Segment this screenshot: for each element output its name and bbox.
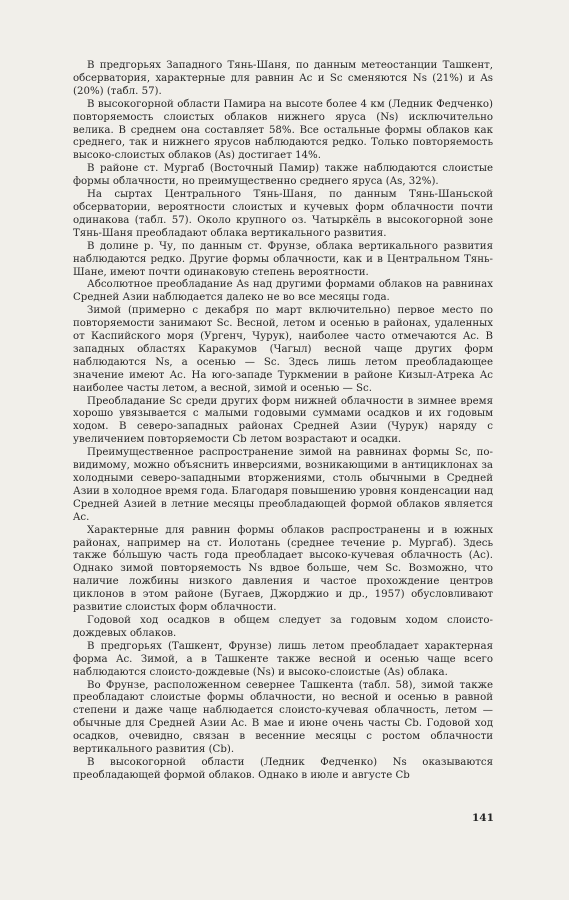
paragraph: На сыртах Центрального Тянь-Шаня, по данным Тянь-Шаньской обсерватории, вероятности слоистых и кучевых форм облачности почти одинакова (табл. 57). Около крупного оз. Чатыркёль в высокогорной зоне Тянь-Шаня преобладают облака вертикального развития. [73, 189, 493, 239]
paragraph: Зимой (примерно с декабря по март включительно) первое место по повторяемости занимают Sc. Весной, летом и осенью в районах, удаленных от Каспийского моря (Ургенч, Чурук), наиболее часто отмечаются Ac. В западных областях Каракумов (Чагыл) весной чаще других форм наблюдаются Ns, а осенью — Sc. Здесь лишь летом преобладающее значение имеют Ac. На юго-западе Туркмении в районе Кизыл-Атрека Ac наиболее часты летом, а весной, зимой и осенью — Sc. [73, 305, 493, 394]
paragraph: Преобладание Sc среди других форм нижней облачности в зимнее время хорошо увязывается с малыми годовыми суммами осадков и их годовым ходом. В северо-западных районах Средней Азии (Чурук) наряду с увеличением повторяемости Cb летом возрастают и осадки. [73, 395, 493, 446]
page-number: 141 [472, 812, 494, 824]
paragraph: В высокогорной области Памира на высоте более 4 км (Ледник Федченко) повторяемость слоистых облаков нижнего яруса (Ns) исключительно велика. В среднем она составляет 58%. Все остальные формы облаков как среднего, так и нижнего ярусов наблюдаются редко. Только повторяемость высоко-слоистых облаков (As) достигает 14%. [73, 98, 493, 162]
paragraph: В районе ст. Мургаб (Восточный Памир) также наблюдаются слоистые формы облачности, но преимущественно среднего яруса (As, 32%). [73, 163, 493, 188]
paragraph: В высокогорной области (Ледник Федченко) Ns оказываются преобладающей формой облаков. Однако в июле и августе Cb [73, 756, 493, 781]
paragraph: В предгорьях (Ташкент, Фрунзе) лишь летом преобладает характерная форма Ac. Зимой, а в Ташкенте также весной и осенью чаще всего наблюдаются слоисто-дождевые (Ns) и высоко-слоистые (As) облака. [73, 640, 493, 678]
paragraph: Преимущественное распространение зимой на равнинах формы Sc, по-видимому, можно объяснить инверсиями, возникающими в антициклонах за холодными северо-западными вторжениями, столь обычными в Средней Азии в холодное время года. Благодаря повышению уровня конденсации над Средней Азией в летние месяцы преобладающей формой облаков является Ac. [73, 447, 493, 523]
paragraph: Характерные для равнин формы облаков распространены и в южных районах, например на ст. Иолотань (среднее течение р. Мургаб). Здесь также бо́льшую часть года преобладает высоко-кучевая облачность (Ac). Однако зимой повторяемость Ns вдвое больше, чем Sc. Возможно, что наличие ложбины низкого давления и частое прохождение центров циклонов в этом районе (Бугаев, Джорджио и др., 1957) обусловливают развитие слоистых форм облачности. [73, 524, 493, 614]
paragraph: В долине р. Чу, по данным ст. Фрунзе, облака вертикального развития наблюдаются редко. Другие формы облачности, как и в Центральном Тянь-Шане, имеют почти одинаковую степень вероятности. [73, 240, 493, 278]
paragraph: Абсолютное преобладание As над другими формами облаков на равнинах Средней Азии наблюдается далеко не во все месяцы года. [73, 279, 493, 304]
body-text [73, 60, 493, 783]
paragraph: Годовой ход осадков в общем следует за годовым ходом слоисто-дождевых облаков. [73, 614, 493, 639]
paragraph: Во Фрунзе, расположенном севернее Ташкента (табл. 58), зимой также преобладают слоистые формы облачности, но весной и осенью в равной степени и даже чаще наблюдается слоисто-кучевая облачность, летом — обычные для Средней Азии Ac. В мае и июне очень часты Cb. Годовой ход осадков, очевидно, связан в весенние месяцы с ростом облачности вертикального развития (Cb). [73, 679, 493, 756]
paragraph: В предгорьях Западного Тянь-Шаня, по данным метеостанции Ташкент, обсерватория, характерные для равнин Ac и Sc сменяются Ns (21%) и As (20%) (табл. 57). [73, 60, 493, 97]
